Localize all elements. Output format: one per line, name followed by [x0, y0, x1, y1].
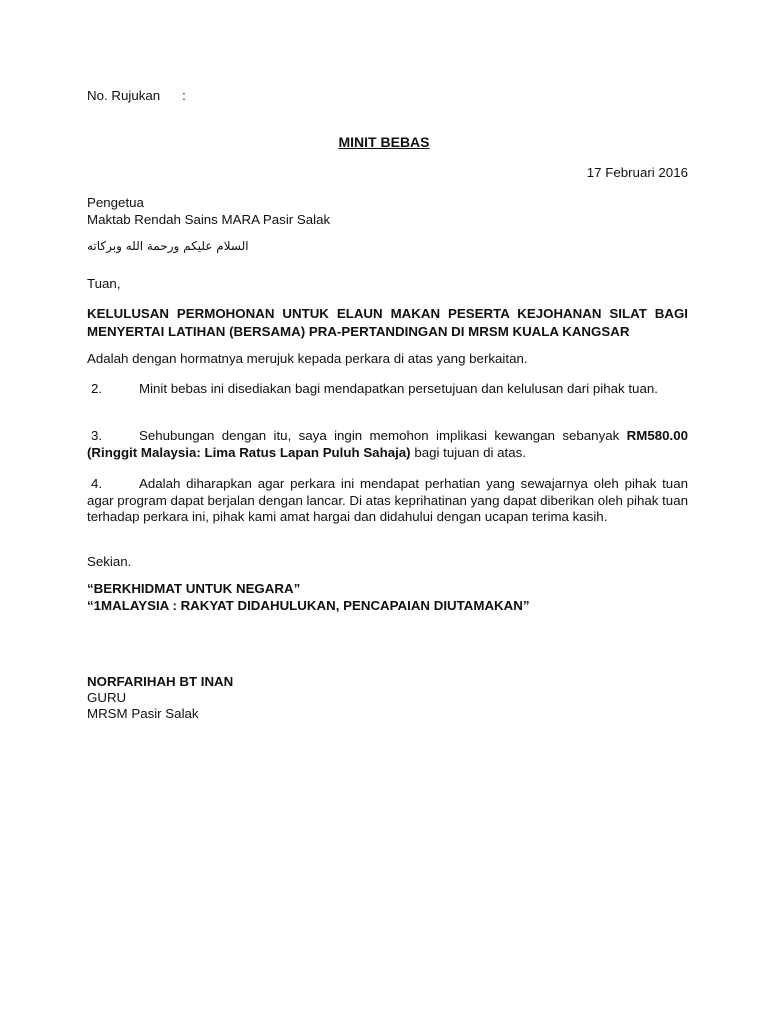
- paragraph-4: [87, 476, 688, 526]
- signatory-position: GURU: [87, 690, 127, 705]
- paragraph-text: Sehubungan dengan itu, saya ingin memohon implikasi kewangan sebanyak: [139, 428, 627, 443]
- reference-colon: :: [182, 88, 186, 103]
- paragraph-2: [87, 381, 688, 398]
- recipient-institution: Maktab Rendah Sains MARA Pasir Salak: [87, 212, 331, 227]
- paragraph-number: 2.: [91, 381, 103, 396]
- paragraph-text: Minit bebas ini disediakan bagi mendapatkan persetujuan dan kelulusan dari pihak tuan.: [139, 381, 658, 396]
- signatory-organization: MRSM Pasir Salak: [87, 706, 199, 721]
- amount-text: RM580.00 (Ringgit Malaysia: Lima Ratus Lapan Puluh Sahaja): [87, 428, 688, 460]
- intro-paragraph: Adalah dengan hormatnya merujuk kepada perkara di atas yang berkaitan.: [87, 351, 528, 366]
- paragraph-tail: bagi tujuan di atas.: [410, 444, 526, 460]
- paragraph-number: 3.: [91, 428, 103, 443]
- date: 17 Februari 2016: [586, 165, 688, 180]
- paragraph-number: 4.: [91, 476, 103, 491]
- arabic-greeting: السلام عليكم ورحمة الله وبركاته: [87, 239, 249, 253]
- closing: Sekian.: [87, 554, 132, 569]
- salutation: Tuan,: [87, 276, 121, 291]
- document-title: MINIT BEBAS: [338, 134, 430, 150]
- reference-line: [87, 88, 688, 105]
- motto-2: “1MALAYSIA : RAKYAT DIDAHULUKAN, PENCAPAIAN DIUTAMAKAN”: [87, 598, 530, 613]
- signatory-name: NORFARIHAH BT INAN: [87, 674, 234, 689]
- paragraph-text: Adalah diharapkan agar perkara ini mendapat perhatian yang sewajarnya oleh pihak tuan agar program dapat berjalan dengan lancar. Di atas keprihatinan yang dapat diberikan oleh pihak tuan terhadap perkara ini, pihak kami amat hargai dan didahului dengan ucapan terima kasih.: [87, 476, 688, 524]
- recipient-title: Pengetua: [87, 195, 144, 210]
- subject-heading: KELULUSAN PERMOHONAN UNTUK ELAUN MAKAN PESERTA KEJOHANAN SILAT BAGI MENYERTAI LATIHAN (BERSAMA) PRA-PERTANDINGAN DI MRSM KUALA KANGSAR: [87, 306, 688, 339]
- motto-1: “BERKHIDMAT UNTUK NEGARA”: [87, 581, 301, 596]
- paragraph-3: [87, 428, 688, 461]
- reference-label: No. Rujukan: [87, 88, 161, 103]
